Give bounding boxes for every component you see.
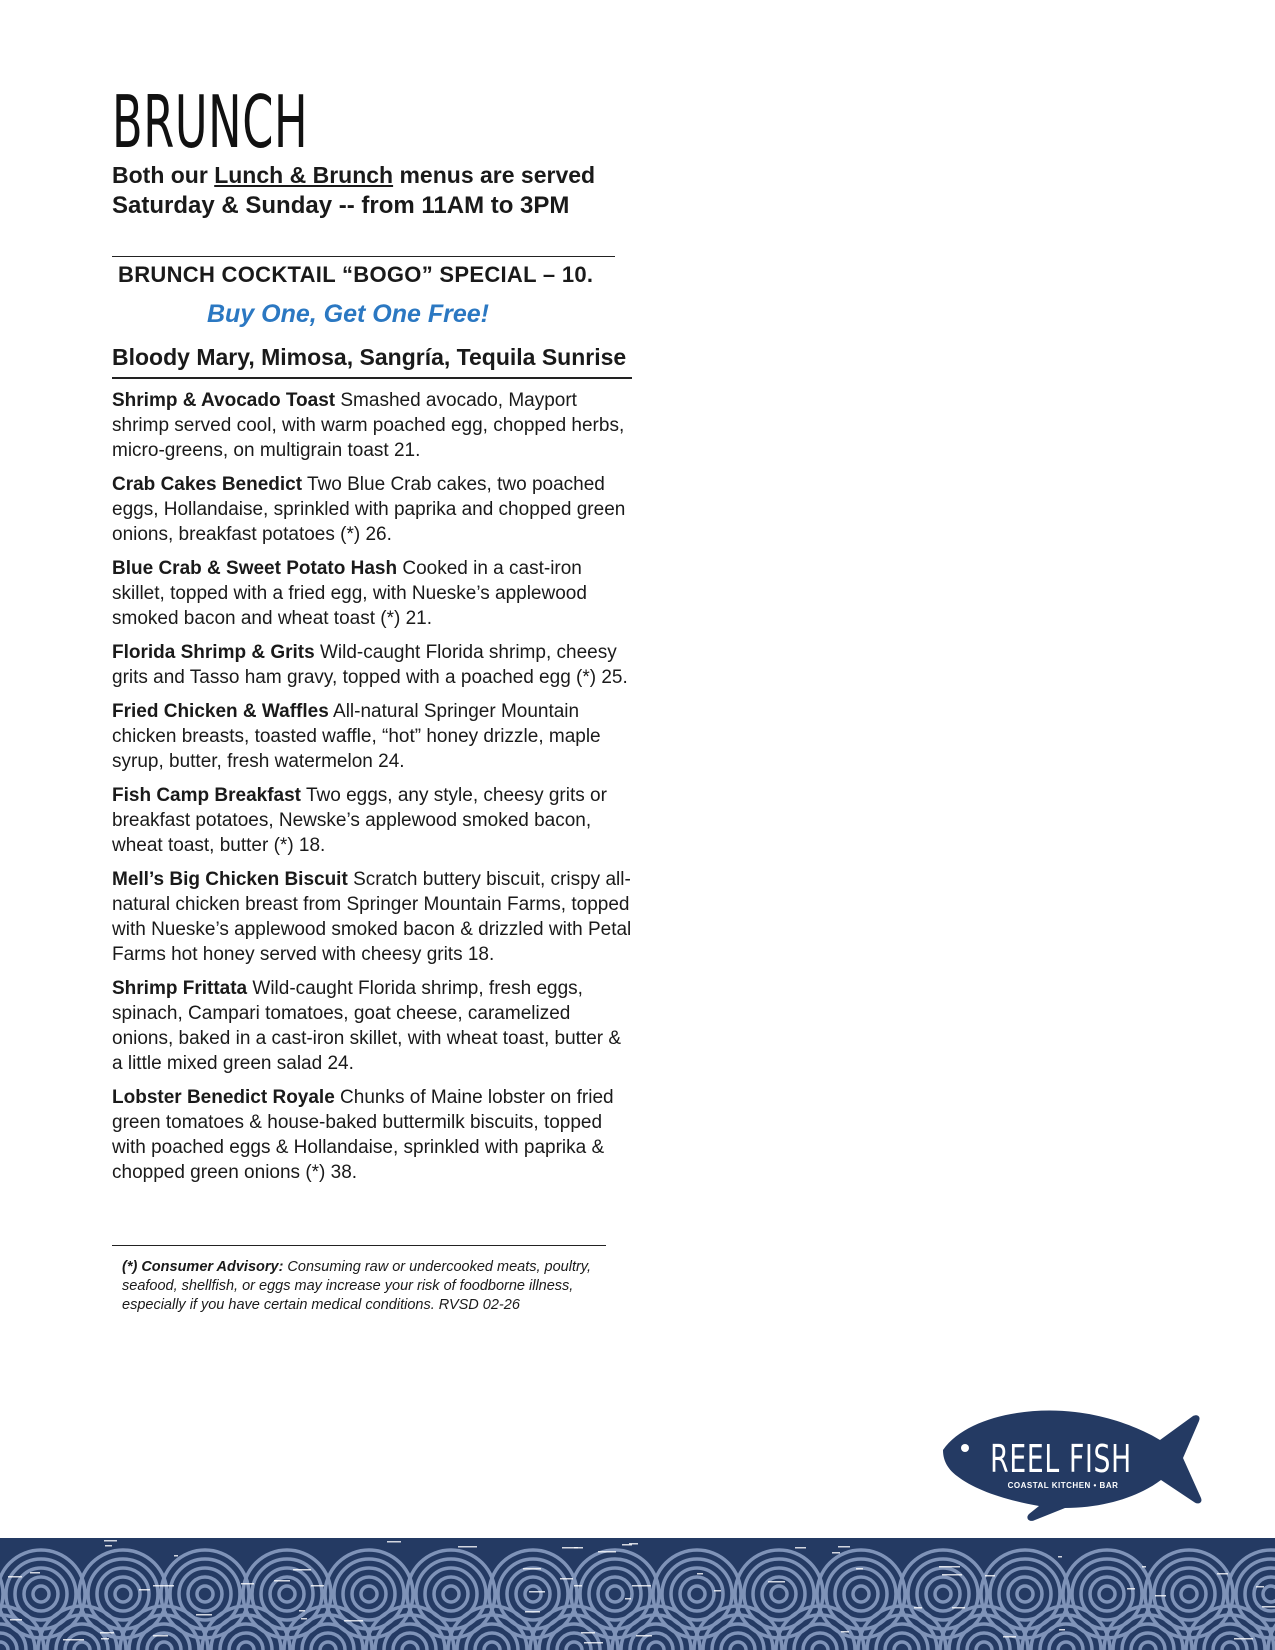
wave-speckle [529,1591,545,1593]
wave-arc [0,1550,85,1638]
menu-item-description: Cooked in a cast-iron skillet, topped with a fried egg, with Nueske’s applewood smoked bacon and wheat toast (*) 21. [112,558,587,629]
menu-item-description: Scratch buttery biscuit, crispy all-natural chicken breast from Springer Mountain Farms, topped with Nueske’s applewood smoked bacon & drizzled with Petal Farms hot honey served with cheesy grits 18. [112,869,632,965]
advisory-text: Consuming raw or undercooked meats, poultry, seafood, shellfish, or eggs may increase your risk of foodborne illness, especially if you have certain medical conditions. RVSD 02-26 [122,1259,592,1313]
wave-speckle [598,1551,616,1553]
service-hours-intro [112,160,595,222]
wave-arc [156,1642,172,1650]
wave-arc [935,1586,951,1602]
wave-arc [0,1642,8,1650]
wave-arc [1172,1577,1206,1611]
wave-speckle [622,1544,632,1546]
wave-speckle [562,1547,583,1549]
wave-speckle [856,1568,863,1570]
wave-speckle [104,1540,117,1542]
wave-speckle [525,1611,540,1613]
wave-speckle [832,1552,840,1554]
special-heading: BRUNCH COCKTAIL “BOGO” SPECIAL – 10. [118,262,594,287]
fish-logo-icon [935,1388,1215,1528]
menu-item [112,867,632,967]
wave-speckle [196,1614,212,1616]
lunch-brunch-link-text: Lunch & Brunch [214,162,394,188]
wave-pattern-svg [0,1538,1275,1650]
wave-arc [407,1550,495,1638]
wave-speckle [105,1545,112,1547]
wave-speckle [1256,1586,1264,1588]
wave-speckle [560,1578,573,1580]
wave-arc [817,1550,905,1638]
wave-arc [106,1577,140,1611]
wave-speckle [1059,1629,1065,1631]
divider-top [112,256,615,257]
wave-speckle [632,1585,651,1587]
wave-arc [1181,1586,1197,1602]
menu-item-description: Wild-caught Florida shrimp, fresh eggs, spinach, Campari tomatoes, goat cheese, caramelized onions, baked in a cast-iron skillet, with wheat toast, butter & a little mixed green salad 24. [112,978,622,1074]
wave-speckle [939,1566,960,1568]
wave-speckle [625,1598,631,1600]
wave-arc [1090,1577,1124,1611]
menu-item-name: Fried Chicken & Waffles [112,701,329,722]
wave-speckle [458,1546,477,1548]
special-subheading: Buy One, Get One Free! [207,300,490,328]
wave-speckle [153,1585,174,1587]
wave-arc [402,1642,418,1650]
menu-item-name: Shrimp Frittata [112,978,248,999]
menu-item-description: Smashed avocado, Mayport shrimp served cool, with warm poached egg, chopped herbs, micro-greens, on multigrain toast 21. [112,390,625,461]
intro-line-2: Saturday & Sunday -- from 11AM to 3PM [112,192,570,219]
menu-item-name: Blue Crab & Sweet Potato Hash [112,558,398,579]
menu-item [112,388,632,463]
wave-arc [79,1550,167,1638]
wave-speckle [100,1632,114,1634]
wave-speckle [311,1585,324,1587]
wave-arc [320,1642,336,1650]
wave-arc [853,1586,869,1602]
wave-arc [926,1577,960,1611]
wave-speckle [1003,1636,1016,1638]
wave-arc [771,1586,787,1602]
wave-speckle [768,1581,785,1583]
wave-speckle [8,1576,22,1578]
consumer-advisory [122,1258,622,1315]
wave-arc [279,1586,295,1602]
wave-arc [352,1577,386,1611]
wave-speckle [344,1620,363,1622]
wave-speckle [299,1610,305,1612]
wave-speckle [697,1573,703,1575]
menu-item-description: Chunks of Maine lobster on fried green tomatoes & house-baked buttermilk biscuits, topped with poached eggs & Hollandaise, sprinkled with paprika & chopped green onions (*) 38. [112,1087,614,1183]
menu-item-description: Two Blue Crab cakes, two poached eggs, Hollandaise, sprinkled with paprika and chopped green onions, breakfast potatoes (*) 26. [112,474,626,545]
menu-item-name: Crab Cakes Benedict [112,474,303,495]
logo-tagline: COASTAL KITCHEN • BAR [1007,1481,1119,1490]
wave-arc [976,1642,992,1650]
wave-arc [653,1550,741,1638]
menu-items-list [112,388,632,1194]
wave-arc [1222,1642,1238,1650]
wave-speckle [1127,1588,1135,1590]
wave-arc [434,1577,468,1611]
menu-item-name: Florida Shrimp & Grits [112,642,315,663]
wave-arc [689,1586,705,1602]
wave-arc [598,1577,632,1611]
special-drinks: Bloody Mary, Mimosa, Sangría, Tequila Sunrise [112,344,627,370]
wave-speckle [914,1607,922,1609]
wave-speckle [1262,1606,1275,1608]
wave-speckle [574,1585,582,1587]
wave-arc [1017,1586,1033,1602]
wave-speckle [1234,1638,1253,1640]
wave-arc [325,1550,413,1638]
wave-speckle [301,1618,307,1620]
wave-speckle [293,1569,311,1571]
menu-item-description: All-natural Springer Mountain chicken breasts, toasted waffle, “hot” honey drizzle, maple syrup, butter, fresh watermelon 24. [112,701,601,772]
wave-arc [238,1642,254,1650]
wave-arc [607,1586,623,1602]
wave-speckle [985,1575,995,1577]
wave-arc [33,1586,49,1602]
menu-item [112,699,632,774]
wave-speckle [30,1572,40,1574]
wave-speckle [139,1589,150,1591]
menu-item-name: Mell’s Big Chicken Biscuit [112,869,348,890]
wave-speckle [1217,1573,1228,1575]
wave-arc [161,1550,249,1638]
menu-item [112,1085,632,1185]
wave-arc [1058,1642,1074,1650]
wave-arc [812,1642,828,1650]
logo-name: REEL FISH [990,1437,1132,1482]
wave-arc [443,1586,459,1602]
menu-item-name: Shrimp & Avocado Toast [112,390,336,411]
wave-speckle [581,1632,595,1634]
menu-item-description: Wild-caught Florida shrimp, cheesy grits and Tasso ham gravy, topped with a poached egg (*) 25. [112,642,628,688]
wave-arc [844,1577,878,1611]
wave-arc [680,1577,714,1611]
wave-arc [516,1577,550,1611]
wave-speckle [153,1635,168,1637]
wave-speckle [241,1583,254,1585]
wave-arc [361,1586,377,1602]
wave-arc [1008,1577,1042,1611]
wave-arc [1263,1586,1275,1602]
wave-speckle [714,1590,721,1592]
menu-item [112,640,632,690]
wave-arc [730,1642,746,1650]
wave-arc [1099,1586,1115,1602]
wave-arc [894,1642,910,1650]
wave-arc [981,1550,1069,1638]
menu-item-description: Two eggs, any style, cheesy grits or breakfast potatoes, Newske’s applewood smoked bacon, wheat toast, butter (*) 18. [112,785,607,856]
advisory-label: (*) Consumer Advisory: [122,1259,284,1275]
wave-speckle [387,1541,401,1543]
wave-speckle [523,1568,541,1570]
wave-speckle [795,1547,806,1549]
wave-arc [735,1550,823,1638]
menu-item-name: Fish Camp Breakfast [112,785,302,806]
wave-arc [197,1586,213,1602]
wave-arc [489,1550,577,1638]
wave-arc [188,1577,222,1611]
menu-item [112,556,632,631]
wave-arc [1145,1550,1233,1638]
wave-arc [571,1550,659,1638]
intro-line-1: Both our Lunch & Brunch menus are served [112,162,596,188]
wave-speckle [841,1631,849,1633]
wave-speckle [942,1574,962,1576]
page-title: BRUNCH [112,80,309,164]
wave-speckle [584,1642,603,1644]
wave-speckle [174,1555,178,1557]
wave-arc [1063,1550,1151,1638]
divider-drinks [112,377,632,379]
menu-item [112,472,632,547]
wave-arc [74,1642,90,1650]
wave-arc [24,1577,58,1611]
wave-speckle [274,1580,290,1582]
menu-item-name: Lobster Benedict Royale [112,1087,335,1108]
wave-speckle [1142,1566,1146,1568]
wave-arc [899,1550,987,1638]
wave-speckle [636,1635,652,1637]
wave-arc [1140,1642,1156,1650]
wave-speckle [10,1619,22,1621]
wave-pattern-decoration [0,1538,1275,1650]
menu-item [112,976,632,1076]
wave-speckle [1058,1556,1062,1558]
wave-arc [484,1642,500,1650]
wave-speckle [838,1546,850,1548]
wave-speckle [1155,1595,1166,1597]
wave-speckle [952,1607,965,1609]
menu-item [112,783,632,858]
wave-arc [525,1586,541,1602]
divider-bottom [112,1245,606,1246]
wave-arc [115,1586,131,1602]
wave-arc [566,1642,582,1650]
wave-speckle [63,1639,84,1641]
wave-arc [270,1577,304,1611]
wave-arc [243,1550,331,1638]
wave-speckle [101,1638,109,1640]
wave-arc [648,1642,664,1650]
